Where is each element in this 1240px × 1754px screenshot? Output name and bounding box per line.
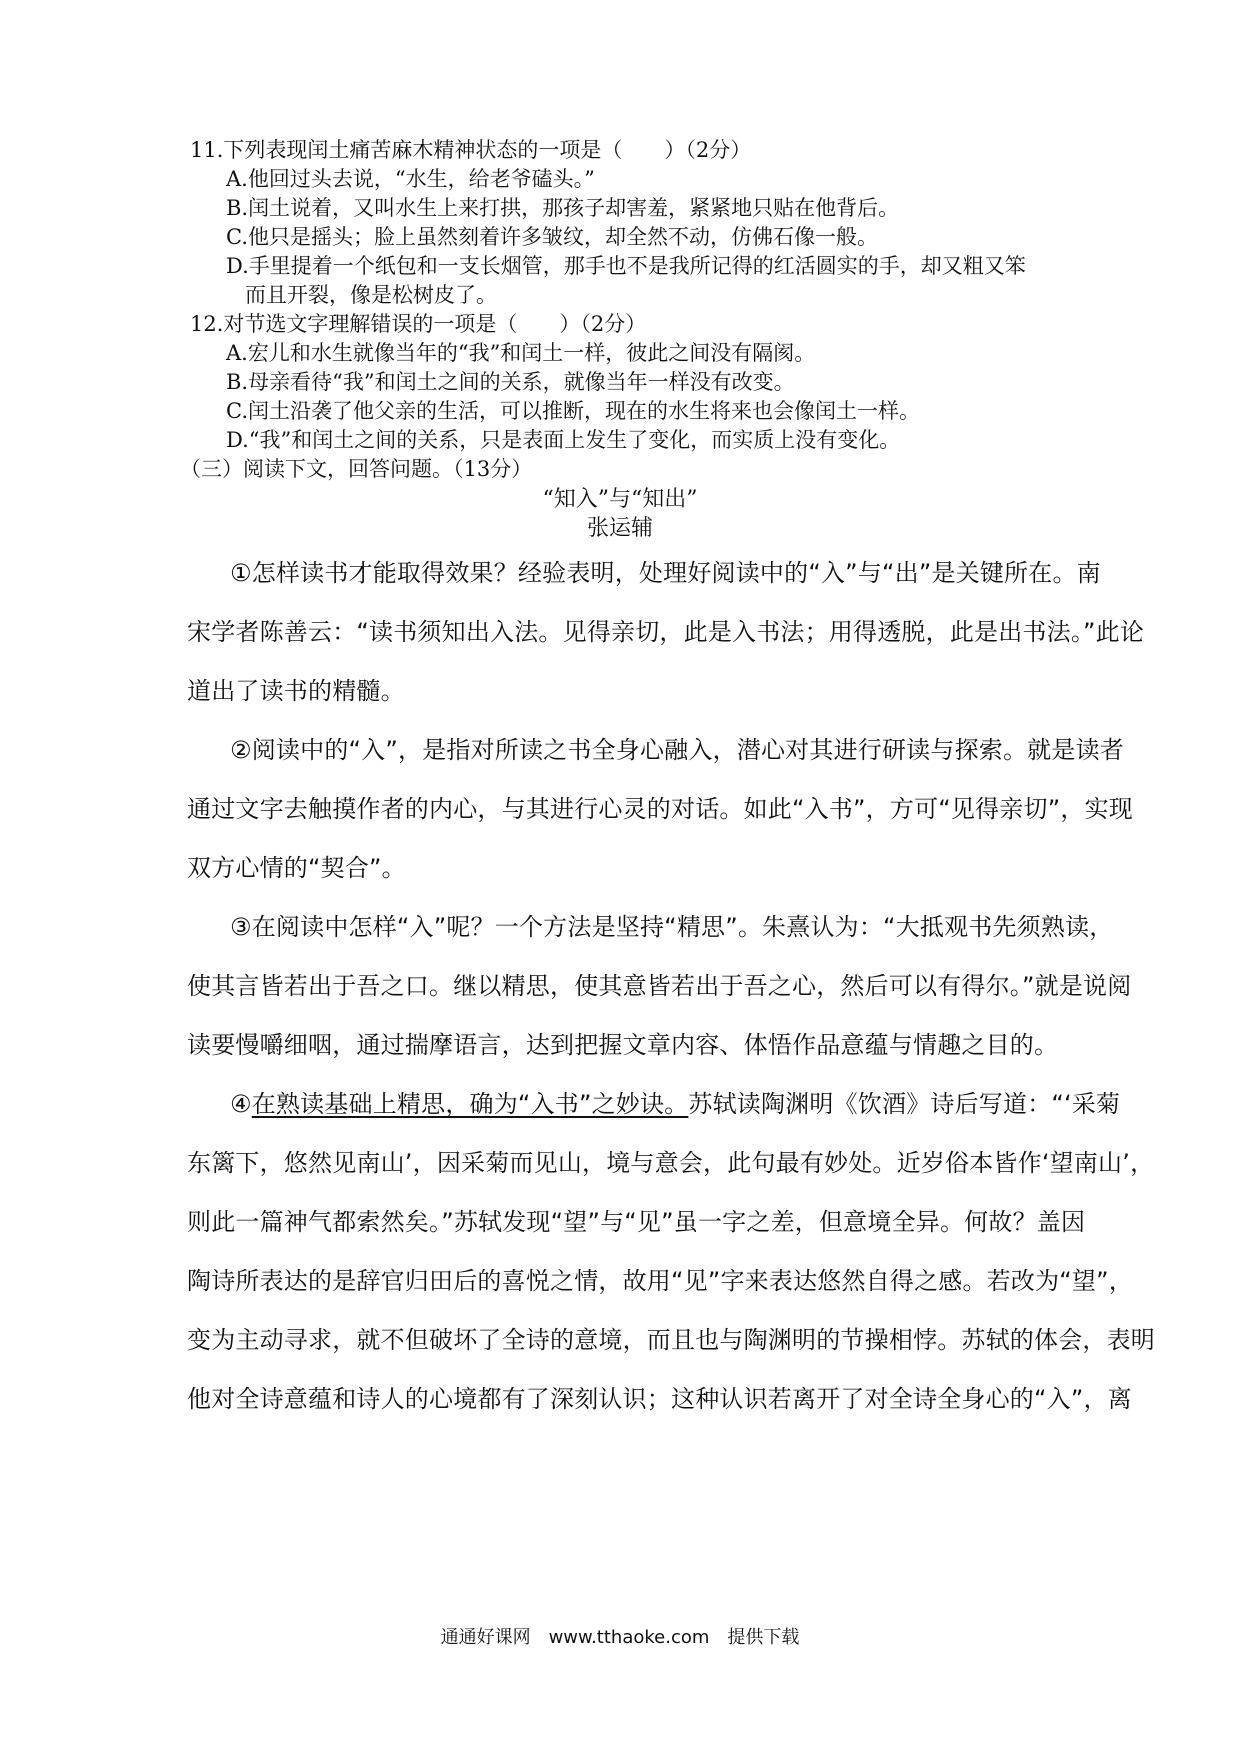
question-12-option-a: A.宏儿和水生就像当年的“我”和闰土一样，彼此之间没有隔阂。: [226, 341, 816, 365]
question-11-stem: 11.下列表现闰土痛苦麻木精神状态的一项是（ ）（2分）: [190, 138, 752, 162]
paragraph-line: 使其言皆若出于吾之口。继以精思，使其意皆若出于吾之心，然后可以有得尔。”就是说阅: [187, 972, 1132, 1000]
question-11-option-b: B.闰土说着，又叫水生上来打拱，那孩子却害羞，紧紧地只贴在他背后。: [226, 196, 900, 220]
paragraph-line: 变为主动寻求，就不但破坏了全诗的意境，而且也与陶渊明的节操相悖。苏轼的体会，表明: [187, 1326, 1155, 1354]
article-title: “知入”与“知出”: [542, 487, 698, 512]
paragraph-line: 道出了读书的精髓。: [187, 677, 405, 705]
paragraph-line: 他对全诗意蕴和诗人的心境都有了深刻认识；这种认识若离开了对全诗全身心的“入”，离: [187, 1385, 1132, 1413]
question-12-option-d: D.“我”和闰土之间的关系，只是表面上发生了变化，而实质上没有变化。: [226, 428, 901, 452]
underlined-sentence: 在熟读基础上精思，确为“入书”之妙诀。: [251, 1090, 689, 1118]
paragraph-line: ①怎样读书才能取得效果？经验表明，处理好阅读中的“入”与“出”是关键所在。南: [230, 559, 1101, 587]
section-3-heading: （三）阅读下文，回答问题。（13分）: [180, 457, 533, 481]
question-11-option-d: D.手里提着一个纸包和一支长烟管，那手也不是我所记得的红活圆实的手，却又粗又笨: [226, 254, 1026, 278]
paragraph-line: ②阅读中的“入”，是指对所读之书全身心融入，潜心对其进行研读与探索。就是读者: [230, 736, 1124, 764]
paragraph-line: 读要慢嚼细咽，通过揣摩语言，达到把握文章内容、体悟作品意蕴与情趣之目的。: [187, 1031, 1059, 1059]
paragraph-first-line: [230, 1084, 1120, 1124]
paragraph-text: 苏轼读陶渊明《饮酒》诗后写道：“‘采菊: [688, 1090, 1121, 1118]
paragraph-number: ④: [230, 1090, 252, 1118]
question-12-stem: 12.对节选文字理解错误的一项是（ ）（2分）: [190, 312, 647, 336]
paragraph-line: 双方心情的“契合”。: [187, 854, 406, 882]
question-11-option-c: C.他只是摇头；脸上虽然刻着许多皱纹，却全然不动，仿佛石像一般。: [226, 225, 878, 249]
paragraph-line: 则此一篇神气都索然矣。”苏轼发现“望”与“见”虽一字之差，但意境全异。何故？盖因: [187, 1208, 1086, 1236]
page-footer: 通通好课网 www.tthaoke.com 提供下载: [440, 1627, 800, 1648]
paragraph-line: 东篱下，悠然见南山’，因采菊而见山，境与意会，此句最有妙处。近岁俗本皆作‘望南山’，: [187, 1149, 1155, 1177]
question-11-option-d-continued: 而且开裂，像是松树皮了。: [245, 283, 497, 307]
question-12-option-c: C.闰土沿袭了他父亲的生活，可以推断，现在的水生将来也会像闰土一样。: [226, 399, 920, 423]
paragraph-line: 宋学者陈善云：“读书须知出入法。见得亲切，此是入书法；用得透脱，此是出书法。”此论: [187, 618, 1145, 646]
article-author: 张运辅: [586, 516, 653, 541]
paragraph-line: ③在阅读中怎样“入”呢？一个方法是坚持“精思”。朱熹认为：“大抵观书先须熟读，: [230, 913, 1114, 941]
question-11-option-a: A.他回过头去说，“水生，给老爷磕头。”: [226, 167, 595, 191]
paragraph-line: 陶诗所表达的是辞官归田后的喜悦之情，故用“见”字来表达悠然自得之感。若改为“望”，: [187, 1267, 1133, 1295]
paragraph-line: 通过文字去触摸作者的内心，与其进行心灵的对话。如此“入书”，方可“见得亲切”，实现: [187, 795, 1133, 823]
question-12-option-b: B.母亲看待“我”和闰土之间的关系，就像当年一样没有改变。: [226, 370, 795, 394]
